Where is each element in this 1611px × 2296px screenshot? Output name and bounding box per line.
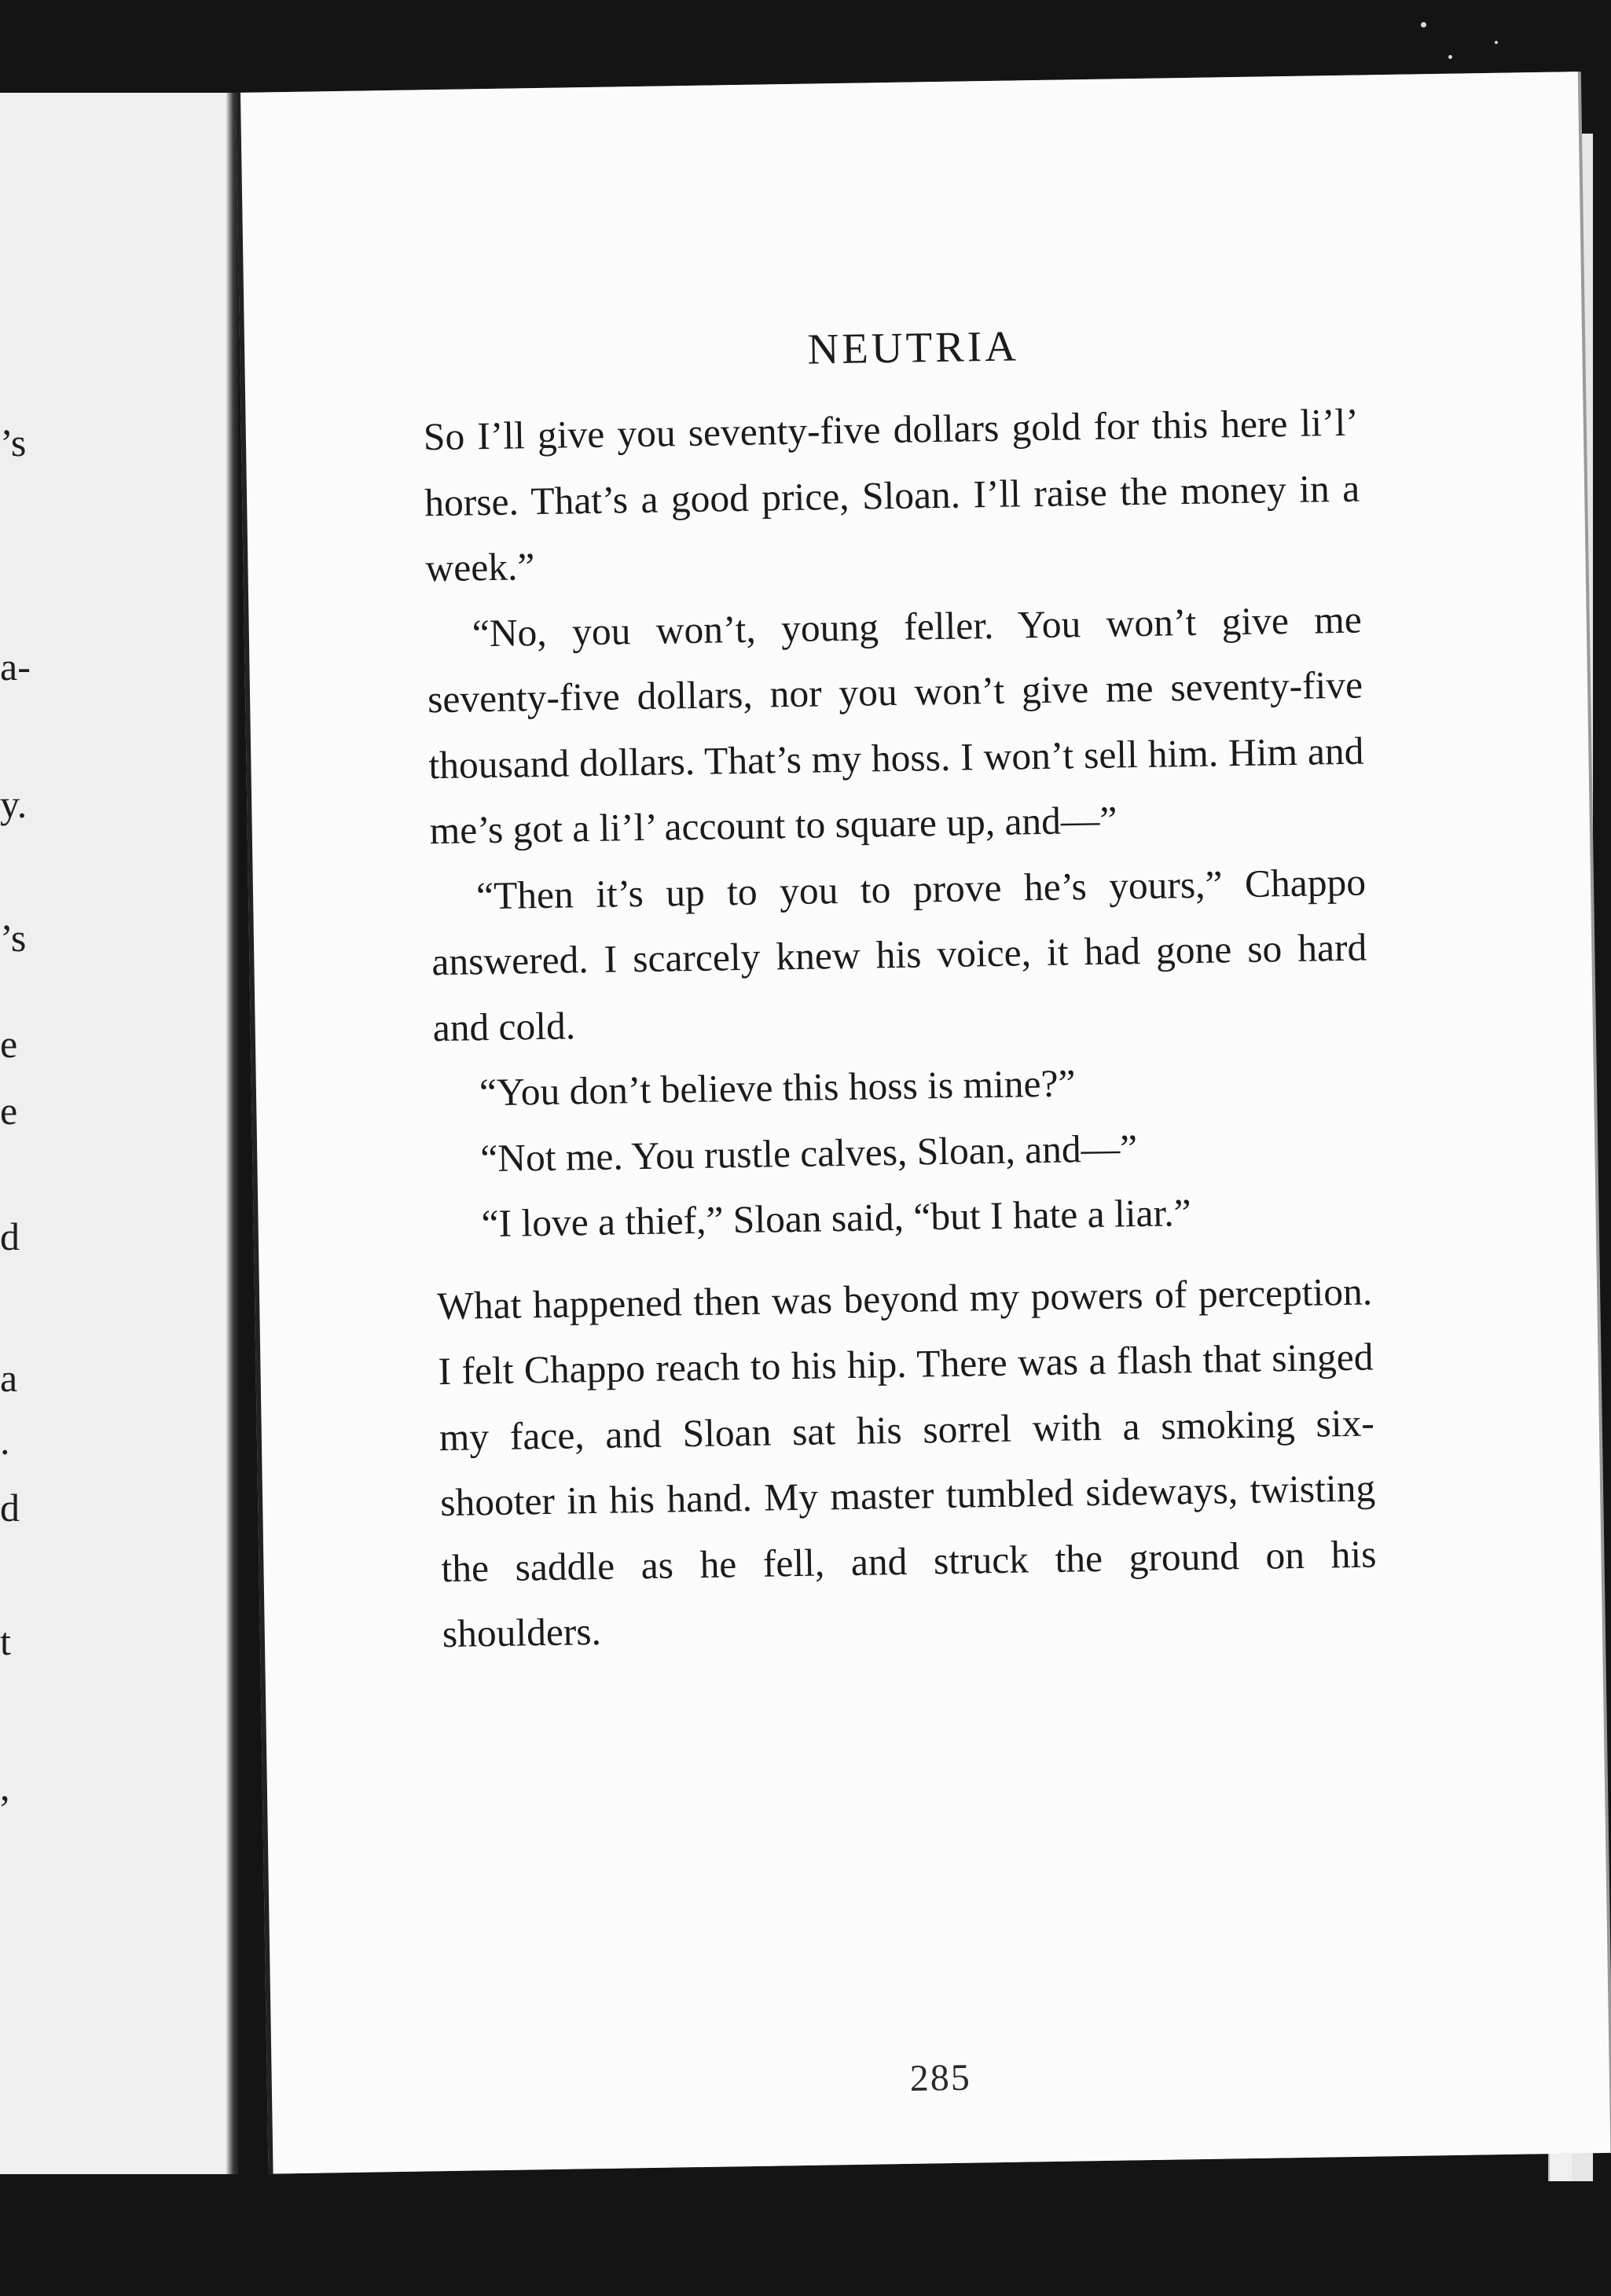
- running-head: NEUTRIA: [807, 321, 1020, 373]
- book-gutter: [226, 93, 239, 2174]
- facing-page-fragment: e: [0, 1089, 18, 1133]
- facing-page-fragment: d: [0, 1486, 20, 1530]
- paragraph: What happened then was beyond my powers of perception. I felt Chappo reach to his hip. There was a flash that singed my face, and Sloan sat his sorrel with a smoking six-shooter in his hand. My master tumbled sideways, twisting the saddle as he fell, and struck the ground on his shoulders.: [436, 1269, 1377, 1656]
- body-text: [423, 390, 1378, 1667]
- facing-page-fragment: y.: [0, 782, 28, 826]
- facing-page-fragment: .: [0, 1419, 10, 1463]
- book-page: [236, 72, 1610, 2174]
- page-number: 285: [909, 2056, 972, 2099]
- paragraph: “No, you won’t, young feller. You won’t give me seventy-five dollars, nor you won’t give me seventy-five thousand dollars. That’s my hoss. I won’t sell him. Him and me’s got a li’l’ account to square up, and—”: [427, 597, 1364, 853]
- facing-page-fragment: ’s: [0, 421, 27, 465]
- facing-page-fragment: e: [0, 1022, 18, 1066]
- dust-speck: [1448, 55, 1452, 59]
- dust-speck: [1421, 22, 1426, 28]
- facing-page-fragment: a: [0, 1356, 18, 1400]
- paragraph: “Then it’s up to you to prove he’s yours,” Chappo answered. I scarcely knew his voice, it had gone so hard and cold.: [431, 860, 1367, 1049]
- facing-page-fragment: t: [0, 1619, 11, 1663]
- dust-speck: [1495, 41, 1498, 44]
- facing-page-fragment: ,: [0, 1765, 10, 1809]
- paragraph: “I love a thief,” Sloan said, “but I hate a liar.”: [481, 1191, 1191, 1246]
- paragraph: “Not me. You rustle calves, Sloan, and—”: [479, 1126, 1138, 1180]
- paragraph: So I’ll give you seventy-five dollars gold for this here li’l’ horse. That’s a good price, Sloan. I’ll raise the money in a week.”: [423, 400, 1360, 590]
- facing-page-fragment: d: [0, 1214, 20, 1258]
- facing-page: [0, 93, 236, 2174]
- paragraph: “You don’t believe this hoss is mine?”: [479, 1061, 1076, 1115]
- facing-page-fragment: a-: [0, 645, 31, 689]
- facing-page-fragment: ’s: [0, 916, 27, 960]
